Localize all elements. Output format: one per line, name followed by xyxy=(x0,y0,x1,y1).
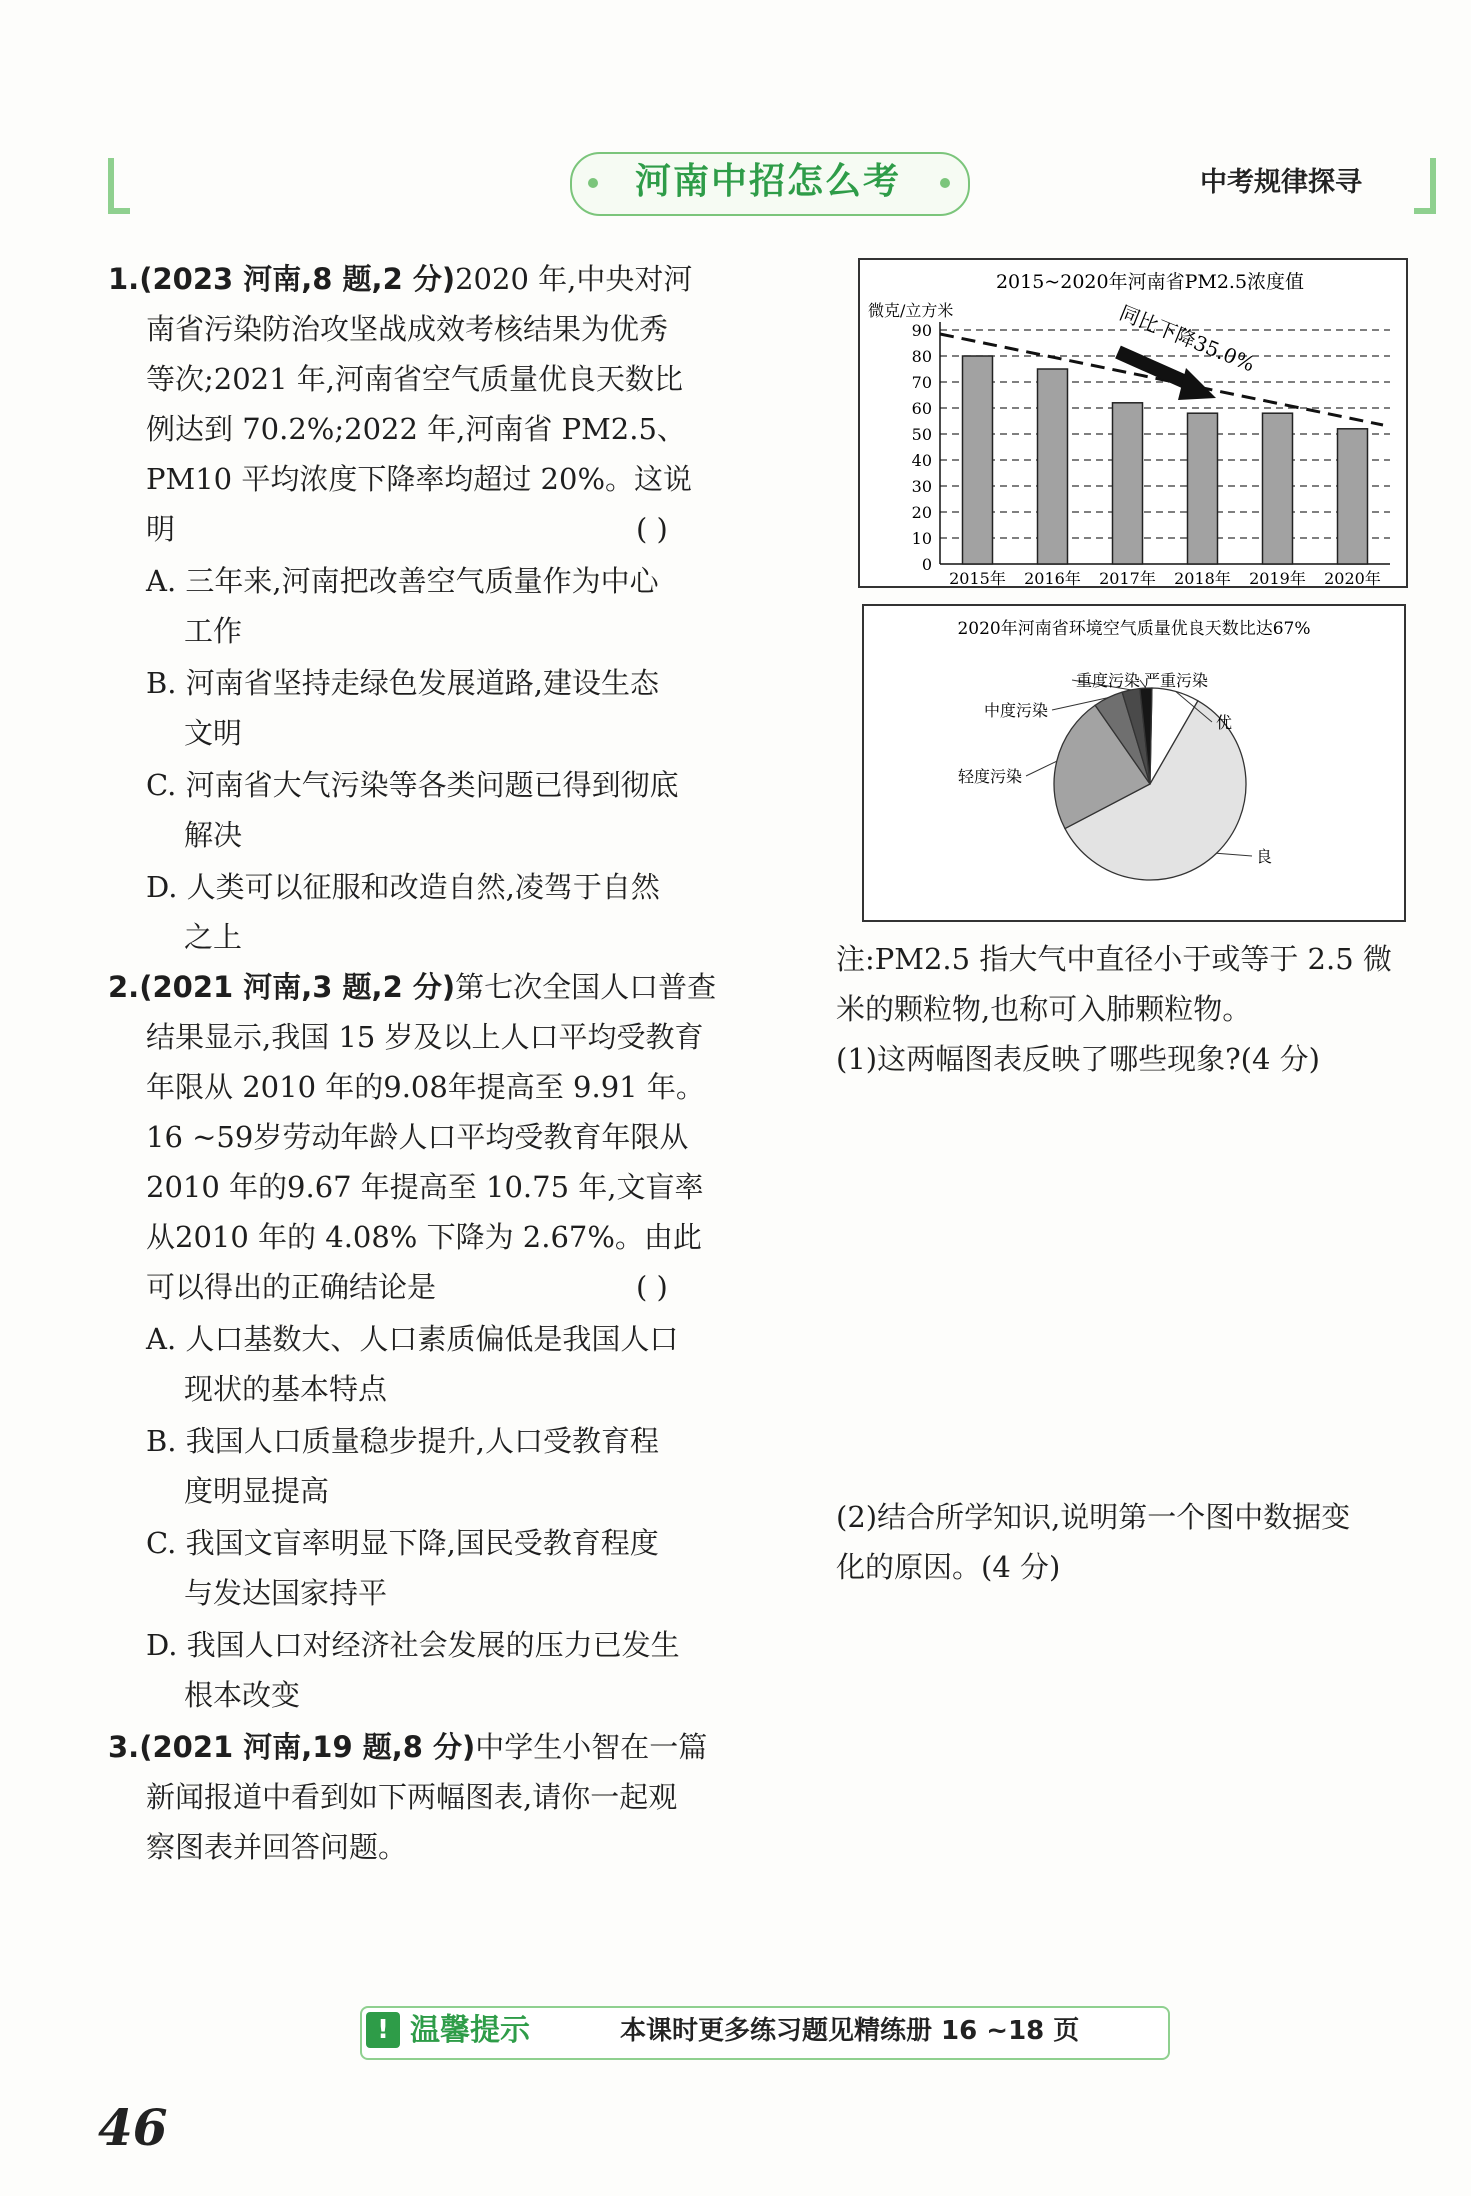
q2-answer-blank[interactable]: ( ) xyxy=(636,1270,668,1304)
pie-label: 中度污染 xyxy=(983,701,1048,720)
pie-leader-line xyxy=(1217,853,1252,856)
q1-stem-line: 明 xyxy=(146,512,176,546)
pie-leader-line xyxy=(1026,761,1057,776)
y-tick-label: 70 xyxy=(911,373,932,392)
pie-chart-title: 2020年河南省环境空气质量优良天数比达67% xyxy=(957,619,1311,639)
y-tick-label: 0 xyxy=(921,555,932,574)
q3-stem-line: 察图表并回答问题。 xyxy=(146,1830,408,1864)
y-tick-label: 60 xyxy=(911,399,932,418)
q2-option-c-cont: 与发达国家持平 xyxy=(184,1576,388,1610)
q2-first-line xyxy=(108,964,716,1010)
header-right-bracket xyxy=(1414,158,1436,214)
y-tick-label: 50 xyxy=(911,425,932,444)
q1-source: (2023 河南,8 题,2 分) xyxy=(139,262,456,296)
q1-answer-blank[interactable]: ( ) xyxy=(636,512,668,546)
trend-arrow xyxy=(1118,352,1190,384)
pie-label: 重度污染 xyxy=(1076,671,1141,690)
q1-option-c[interactable]: C. 河南省大气污染等各类问题已得到彻底 xyxy=(146,768,679,802)
y-tick-label: 30 xyxy=(911,477,932,496)
q2-option-d[interactable]: D. 我国人口对经济社会发展的压力已发生 xyxy=(146,1628,680,1662)
q1-option-a-cont: 工作 xyxy=(184,614,243,648)
air-quality-pie-chart xyxy=(862,604,1406,922)
x-tick-label: 2016年 xyxy=(1024,569,1081,586)
q1-number: 1. xyxy=(108,262,140,296)
pie-label: 严重污染 xyxy=(1144,671,1209,690)
q3-source: (2021 河南,19 题,8 分) xyxy=(139,1730,476,1764)
q1-option-d-cont: 之上 xyxy=(184,920,243,954)
x-tick-label: 2019年 xyxy=(1249,569,1306,586)
pie-label: 良 xyxy=(1256,847,1273,866)
q1-stem-line: PM10 平均浓度下降率均超过 20%。这说 xyxy=(146,462,693,496)
pm25-note-line: 米的颗粒物,也称可入肺颗粒物。 xyxy=(836,992,1252,1026)
q1-option-a[interactable]: A. 三年来,河南把改善空气质量作为中心 xyxy=(146,564,659,598)
q1-option-b[interactable]: B. 河南省坚持走绿色发展道路,建设生态 xyxy=(146,666,659,700)
x-tick-label: 2017年 xyxy=(1099,569,1156,586)
q2-source: (2021 河南,3 题,2 分) xyxy=(139,970,456,1004)
q2-option-a[interactable]: A. 人口基数大、人口素质偏低是我国人口 xyxy=(146,1322,679,1356)
header-left-bracket xyxy=(108,158,130,214)
q1-first-line xyxy=(108,256,692,302)
trend-annotation: 同比下降35.0% xyxy=(1116,300,1259,377)
trend-arrow-head xyxy=(1178,368,1216,400)
y-tick-label: 90 xyxy=(911,321,932,340)
q2-stem-line: 年限从 2010 年的9.08年提高至 9.91 年。 xyxy=(146,1070,705,1104)
pie-label: 轻度污染 xyxy=(957,767,1022,786)
y-tick-label: 80 xyxy=(911,347,932,366)
q2-option-d-cont: 根本改变 xyxy=(184,1678,301,1712)
q1-option-d[interactable]: D. 人类可以征服和改造自然,凌驾于自然 xyxy=(146,870,660,904)
pm25-bar xyxy=(1038,369,1068,564)
q3-number: 3. xyxy=(108,1730,140,1764)
bar-chart-title: 2015~2020年河南省PM2.5浓度值 xyxy=(995,271,1305,293)
x-tick-label: 2018年 xyxy=(1174,569,1231,586)
tip-label: 温馨提示 xyxy=(410,2013,530,2048)
trend-dashed-line xyxy=(940,334,1383,425)
q3-subquestion-2: (2)结合所学知识,说明第一个图中数据变 xyxy=(836,1500,1351,1534)
page-number: 46 xyxy=(98,2098,168,2157)
air-quality-pie-chart-svg xyxy=(864,606,1404,920)
q1-stem-line: 例达到 70.2%;2022 年,河南省 PM2.5、 xyxy=(146,412,686,446)
q3-answer-area-1[interactable] xyxy=(836,1090,1426,1460)
q1-stem-line: 等次;2021 年,河南省空气质量优良天数比 xyxy=(146,362,684,396)
q1-option-c-cont: 解决 xyxy=(184,818,243,852)
q1-option-b-cont: 文明 xyxy=(184,716,243,750)
pm25-bar xyxy=(1263,413,1293,564)
tip-text: 本课时更多练习题见精练册 16 ~18 页 xyxy=(620,2016,1080,2046)
q2-stem-line: 第七次全国人口普查 xyxy=(455,970,717,1004)
q2-stem-line: 16 ~59岁劳动年龄人口平均受教育年限从 xyxy=(146,1120,689,1154)
q3-answer-area-2[interactable] xyxy=(836,1598,1426,1978)
q2-number: 2. xyxy=(108,970,140,1004)
pm25-note-line: 注:PM2.5 指大气中直径小于或等于 2.5 微 xyxy=(836,942,1392,976)
y-tick-label: 10 xyxy=(911,529,932,548)
bar-chart-ylabel: 微克/立方米 xyxy=(868,301,954,320)
q2-option-c[interactable]: C. 我国文盲率明显下降,国民受教育程度 xyxy=(146,1526,659,1560)
q3-first-line xyxy=(108,1724,707,1770)
q1-stem-line: 2020 年,中央对河 xyxy=(455,262,693,296)
y-tick-label: 40 xyxy=(911,451,932,470)
pm25-bar-chart xyxy=(858,258,1408,588)
q2-option-b-cont: 度明显提高 xyxy=(184,1474,330,1508)
x-tick-label: 2015年 xyxy=(949,569,1006,586)
q1-stem-line: 南省污染防治攻坚战成效考核结果为优秀 xyxy=(146,312,669,346)
q2-stem-line: 可以得出的正确结论是 xyxy=(146,1270,437,1304)
q2-stem-line: 结果显示,我国 15 岁及以上人口平均受教育 xyxy=(146,1020,704,1054)
pm25-bar xyxy=(1188,413,1218,564)
x-tick-label: 2020年 xyxy=(1324,569,1381,586)
q2-stem-line: 2010 年的9.67 年提高至 10.75 年,文盲率 xyxy=(146,1170,704,1204)
section-title: 河南中招怎么考 xyxy=(634,161,901,202)
pie-label: 优 xyxy=(1216,713,1233,732)
pm25-bar xyxy=(963,356,993,564)
pm25-bar xyxy=(1338,429,1368,564)
pm25-bar xyxy=(1113,403,1143,564)
tip-alert-icon: ! xyxy=(366,2012,400,2048)
y-tick-label: 20 xyxy=(911,503,932,522)
q2-stem-line: 从2010 年的 4.08% 下降为 2.67%。由此 xyxy=(146,1220,702,1254)
q3-subquestion-2-cont: 化的原因。(4 分) xyxy=(836,1550,1061,1584)
q3-stem-line: 新闻报道中看到如下两幅图表,请你一起观 xyxy=(146,1780,678,1814)
q2-option-b[interactable]: B. 我国人口质量稳步提升,人口受教育程 xyxy=(146,1424,659,1458)
section-subtitle: 中考规律探寻 xyxy=(1200,167,1362,198)
q2-option-a-cont: 现状的基本特点 xyxy=(184,1372,388,1406)
pm25-bar-chart-svg xyxy=(860,260,1406,586)
q3-stem-line: 中学生小智在一篇 xyxy=(475,1730,708,1764)
q3-subquestion-1: (1)这两幅图表反映了哪些现象?(4 分) xyxy=(836,1042,1320,1076)
